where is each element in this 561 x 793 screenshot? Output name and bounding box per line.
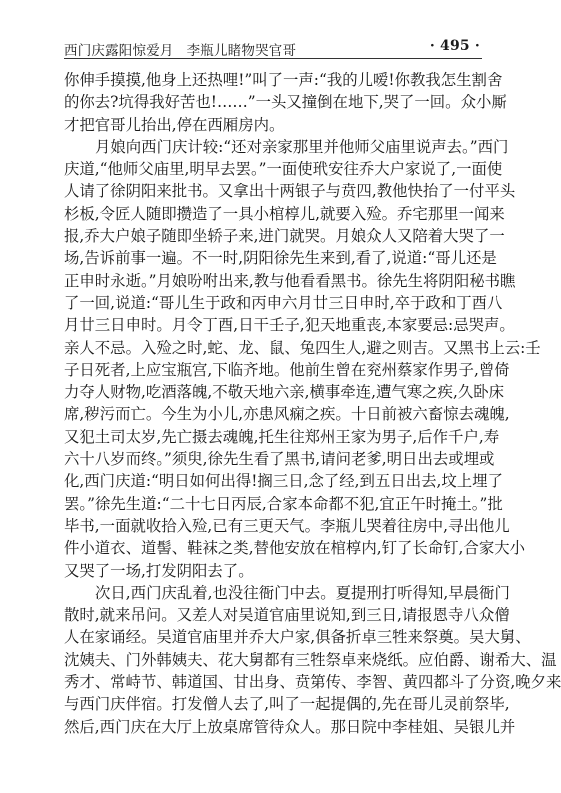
text-line: 亲人不忌。入殓之时,蛇、龙、鼠、兔四生人,避之则吉。又黑书上云:壬 <box>64 338 541 357</box>
running-header <box>64 36 482 58</box>
text-line: 次日,西门庆乱着,也没往衙门中去。夏提刑打听得知,早晨衙门 <box>95 583 510 602</box>
text-line: 六十八岁而终。”须臾,徐先生看了黑书,请问老爹,明日出去或埋或 <box>64 450 495 469</box>
text-line: 正申时永逝。”月娘吩咐出来,教与他看看黑书。徐先生将阴阳秘书瞧 <box>64 271 516 290</box>
body-text <box>64 69 561 738</box>
text-line: 月廿三日申时。月令丁酉,日干壬子,犯天地重丧,本家要忌:忌哭声。 <box>64 316 515 335</box>
text-line: 席,秽污而亡。今生为小儿,亦患风痫之疾。十日前被六畜惊去魂魄, <box>64 405 510 424</box>
page-number: · 495 · <box>429 38 480 54</box>
text-line: 杉板,令匠人随即攒造了一具小棺椁儿,就要入殓。乔宅那里一闻来 <box>64 204 505 223</box>
text-line: 子日死者,上应宝瓶宫,下临齐地。他前生曾在兖州蔡家作男子,曾倚 <box>64 360 510 379</box>
text-line: 然后,西门庆在大厅上放桌席管待众人。那日院中李桂姐、吴银儿并 <box>64 717 516 736</box>
text-line: 件小道衣、道髻、鞋袜之类,替他安放在棺椁内,钉了长命钉,合家大小 <box>64 539 526 558</box>
text-line: 庆道,“他师父庙里,明早去罢。”一面使玳安往乔大户家说了,一面使 <box>64 160 503 179</box>
text-line: 场,告诉前事一遍。不一时,阴阳徐先生来到,看了,说道:“哥儿还是 <box>64 249 497 268</box>
text-line: 才把官哥儿抬出,停在西厢房内。 <box>64 115 285 134</box>
text-line: 秀才、常峙节、韩道国、甘出身、贲第传、李智、黄四都斗了分资,晚夕来 <box>64 673 561 692</box>
text-line: 化,西门庆道:“明日如何出得!搁三日,念了经,到五日出去,坟上埋了 <box>64 472 503 491</box>
text-line: 力夺人财物,吃酒落魄,不敬天地六亲,横事牵连,遭气寒之疾,久卧床 <box>64 383 505 402</box>
text-line: 的你去?坑得我好苦也!……”一头又撞倒在地下,哭了一回。众小厮 <box>64 93 507 112</box>
text-line: 了一回,说道:“哥儿生于政和丙申六月廿三日申时,卒于政和丁酉八 <box>64 293 503 312</box>
header-right-title: 李瓶儿睹物哭官哥 <box>186 43 297 59</box>
text-line: 与西门庆伴宿。打发僧人去了,叫了一起提偶的,先在哥儿灵前祭毕, <box>64 695 510 714</box>
text-line: 人请了徐阴阳来批书。又拿出十两银子与贲四,教他快抬了一付平头 <box>64 182 516 201</box>
text-line: 你伸手摸摸,他身上还热哩!”叫了一声:“我的儿嗳!你教我怎生割舍 <box>64 71 503 89</box>
header-rule <box>64 58 482 59</box>
header-left-title: 西门庆露阳惊爱月 <box>64 43 174 59</box>
text-line: 又哭了一场,打发阴阳去了。 <box>64 561 254 580</box>
running-header-title <box>64 39 296 59</box>
text-line: 月娘向西门庆计较:“还对亲家那里并他师父庙里说声去。”西门 <box>95 137 509 156</box>
text-line: 散时,就来吊问。又差人对吴道官庙里说知,到三日,请报恩寺八众僧 <box>64 606 510 625</box>
text-line: 人在家诵经。吴道官庙里并乔大户家,俱备折卓三牲来祭奠。吴大舅、 <box>64 628 531 647</box>
text-line: 罢。”徐先生道:“二十七日丙辰,合家本命都不犯,宜正午时掩土。”批 <box>64 494 503 513</box>
text-line: 毕书,一面就收拾入殓,已有三更天气。李瓶儿哭着往房中,寻出他儿 <box>64 516 510 535</box>
text-line: 又犯土司太岁,先亡摄去魂魄,托生往郑州王家为男子,后作千户,寿 <box>64 427 500 446</box>
text-line: 沈姨夫、门外韩姨夫、花大舅都有三牲祭卓来烧纸。应伯爵、谢希大、温 <box>64 650 557 669</box>
text-line: 报,乔大户娘子随即坐轿子来,进门就哭。月娘众人又陪着大哭了一 <box>64 227 505 246</box>
